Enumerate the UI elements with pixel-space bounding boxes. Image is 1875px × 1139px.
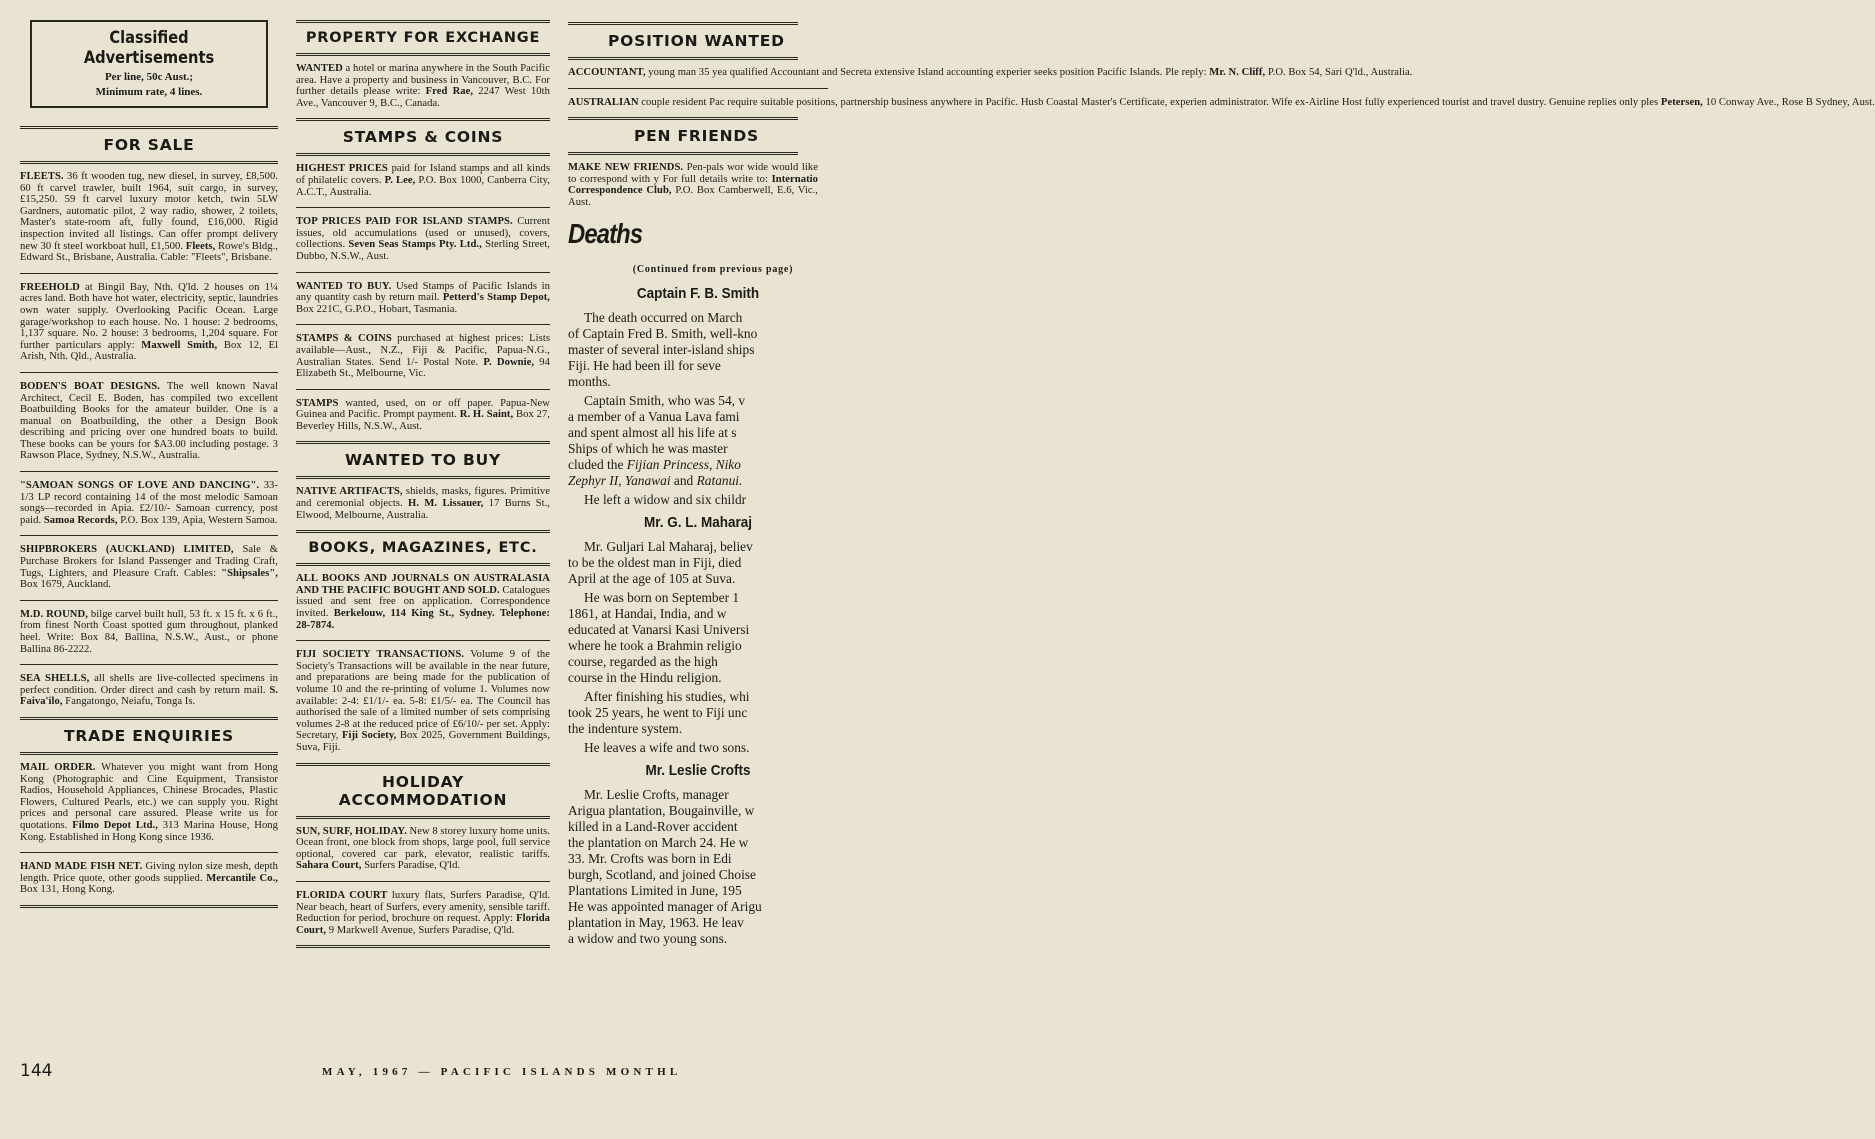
stamps-list (296, 163, 550, 432)
ad-lead: NATIVE ARTIFACTS, (296, 486, 403, 498)
ad-lead: TOP PRICES PAID FOR ISLAND STAMPS. (296, 216, 513, 228)
ad-text: paid for Island stamps and all kinds of philatelic covers. (296, 163, 550, 186)
continued-note: (Continued from previous page) (632, 263, 794, 275)
ad-address: 10 Conway Ave., Rose B Sydney, Aust. (1702, 96, 1875, 108)
ad-address: 9 Markwell Avenue, Surfers Paradise, Q'ld. (326, 924, 515, 936)
obituary-line: Ships of which he was master (568, 440, 728, 456)
divider (568, 152, 798, 155)
obituary-line: took 25 years, he went to Fiji unc (568, 704, 748, 720)
ad-address: Box 131, Hong Kong. (20, 884, 115, 896)
ad-lead: HIGHEST PRICES (296, 163, 388, 175)
ad-contact: Filmo Depot Ltd., (72, 819, 158, 831)
obituary-line: burgh, Scotland, and joined Choise (568, 866, 756, 882)
classified-title: Classified Advertisements (83, 28, 215, 68)
classified-ad (568, 96, 1875, 109)
section-heading-for-sale: FOR SALE (103, 136, 195, 154)
divider (296, 476, 550, 479)
ad-lead: STAMPS & COINS (296, 333, 392, 345)
ad-lead: WANTED TO BUY. (296, 280, 392, 292)
divider (296, 816, 550, 819)
column-left (20, 0, 278, 915)
ad-divider (296, 881, 550, 882)
ad-text: Used Stamps of Pacific Islands in any quantity cash by return mail. (296, 280, 550, 304)
ad-contact: Florida Court, (296, 913, 550, 936)
divider (568, 57, 798, 60)
ad-address: Box 2025, Government Buildings, Suva, Fiji. (296, 730, 551, 753)
ad-address: Fangatongo, Neiafu, Tonga Is. (62, 696, 196, 708)
ad-text: a hotel or marina anywhere in the South Pacific area. Have a property and business in Vancouver, B.C. For further details please write: (296, 63, 550, 98)
classified-ad (20, 762, 278, 843)
ad-contact: Mercantile Co., (206, 872, 278, 884)
ad-text: couple resident Pac require suitable positions, partnership business anywhere in Pacific. Husb Coastal Master's Certificate, experien administrator. Wife ex-Airline Host fully experienced tourist and travel dustry. Genuine replies only ples (638, 96, 1661, 108)
ad-divider (296, 272, 550, 273)
classified-header-box (30, 20, 268, 108)
books-list (296, 573, 550, 753)
ad-address: 313 Marina House, Hong Kong. Established in Hong Kong since 1936. (20, 819, 278, 843)
obituary-line: course in the Hindu religion. (568, 669, 722, 685)
ad-address: 2247 West 10th Ave., Vancouver 9, B.C., Canada. (296, 86, 550, 109)
obituary-line: 33. Mr. Crofts was born in Edi (568, 850, 732, 866)
ad-contact: H. M. Lissauer, (408, 498, 484, 510)
obituary-line: the plantation on March 24. He w (568, 834, 749, 850)
ad-text: shields, masks, figures. Primitive and ceremonial objects. (296, 486, 550, 510)
divider (20, 126, 278, 129)
pen-friends-list (568, 162, 828, 208)
classified-ad (296, 63, 550, 109)
ad-divider (20, 273, 278, 274)
classified-ad (568, 162, 818, 208)
ad-lead: FIJI SOCIETY TRANSACTIONS. (296, 649, 465, 661)
obituary-line: He was appointed manager of Arigu (568, 898, 762, 914)
ad-contact: "Shipsales", (221, 567, 278, 579)
ad-lead: ACCOUNTANT, (568, 67, 646, 78)
obituary-line: Plantations Limited in June, 195 (568, 882, 742, 898)
ad-text: luxury flats, Surfers Paradise, Q'ld. Near beach, heart of Surfers, every amenity, sensible tariff. Reduction for period, brochure on request. Apply: (296, 889, 550, 925)
section-heading-accommodation: ACCOMMODATION (338, 790, 508, 809)
ad-divider (296, 324, 550, 325)
section-heading-holiday: HOLIDAY (382, 772, 464, 791)
obituary-name: Captain F. B. Smith (636, 284, 760, 302)
divider (20, 717, 278, 720)
obituary-line: After finishing his studies, whi (584, 688, 750, 704)
ad-contact: Maxwell Smith, (141, 339, 218, 351)
section-heading-stamps: STAMPS & COINS (342, 128, 504, 147)
ad-lead: ALL BOOKS AND JOURNALS ON AUSTRALASIA AND THE PACIFIC BOUGHT AND SOLD. (296, 573, 550, 596)
ad-text: Volume 9 of the Society's Transactions will be available in the near future, and preparations are being made for the publication of volume 10 and the re-printing of volume 1. Volumes now available: 2-4: £1/1/- ea. 5-8: £1/5/- ea. The Council has authorised the sale of a limited number of sets comprising volumes 2-8 at the reduced price of £6/10/- per set. Apply: Secretary, (296, 649, 551, 742)
divider (296, 945, 550, 948)
obituary-line: cluded the Fijian Princess, Niko (568, 456, 741, 472)
obituary-line: the indenture system. (568, 720, 683, 736)
ad-address: 17 Burns St., Elwood, Melbourne, Australia. (296, 498, 550, 521)
ad-text: Sale & Purchase Brokers for Island Passenger and Trading Craft, Tugs, Lighters, and Pleasure Craft. Cables: (20, 544, 278, 579)
ad-contact: Internatio Correspondence Club, (568, 173, 818, 197)
divider (296, 153, 550, 156)
rate-line-1: Per line, 50c Aust.; (104, 71, 194, 83)
ad-lead: MAKE NEW FRIENDS. (568, 162, 684, 174)
ad-contact: S. Faiva'ilo, (20, 684, 278, 708)
classified-ad (296, 163, 550, 198)
classified-ad (296, 333, 550, 379)
obituary-line: April at the age of 105 at Suva. (568, 570, 736, 586)
obituary-line: Zephyr II, Yanawai and Ratanui. (568, 472, 743, 488)
divider (568, 22, 798, 25)
obituary-line: Fiji. He had been ill for seve (568, 357, 721, 373)
column-right (568, 0, 1875, 950)
ad-contact: Fred Rae, (425, 86, 474, 98)
ad-divider (20, 471, 278, 472)
obituaries (568, 285, 828, 947)
obituary-line: educated at Vanarsi Kasi Universi (568, 621, 750, 637)
ad-text: bilge carvel built hull, 53 ft. x 15 ft. x 6 ft., from finest North Coast spotted gum throughout, planked heel. Write: Box 84, Ballina, N.S.W., Aust., or phone Ballina 86-2222. (20, 608, 278, 655)
ad-lead: SUN, SURF, HOLIDAY. (296, 825, 407, 837)
obituary-line: of Captain Fred B. Smith, well-kno (568, 325, 758, 341)
section-heading-property: PROPERTY FOR EXCHANGE (305, 30, 541, 46)
divider (296, 20, 550, 23)
journal-footer: MAY, 1967 — PACIFIC ISLANDS MONTHL (322, 1066, 682, 1078)
classified-ad (296, 281, 550, 316)
ad-contact: Petterd's Stamp Depot, (442, 292, 550, 304)
ad-contact: Mr. N. Cliff, (1209, 67, 1266, 78)
ad-contact: P. Downie, (483, 356, 535, 368)
section-heading-pen-friends: PEN FRIENDS (634, 127, 759, 146)
ad-text: purchased at highest prices: Lists available—Aust., N.Z., Fiji & Pacific, Papua-N.G., Australian States. Send 1/- Postal Note. (296, 333, 550, 368)
obituary-line: killed in a Land-Rover accident (568, 818, 738, 834)
trade-enquiries-list (20, 762, 278, 896)
ad-text: The well known Naval Architect, Cecil E. Boden, has compiled two excellent Boatbuilding Books for the amateur builder. One is a manual on Boatbuilding, the other a Design Book describing and pricing over one hundred boats to build. These books can be yours for $A3.00 including postage. 3 Rawson Place, Sydney, N.S.W., Australia. (20, 380, 279, 462)
holiday-list (296, 826, 550, 937)
ad-contact: Fleets, (185, 240, 216, 252)
ad-text: Giving nylon size mesh, depth length. Price quote, other goods supplied. (20, 861, 278, 884)
ad-lead: STAMPS (296, 397, 339, 409)
ad-address: Surfers Paradise, Q'ld. (361, 860, 461, 872)
divider (296, 53, 550, 56)
ad-address: Box 1679, Auckland. (20, 579, 111, 591)
ad-lead: SEA SHELLS, (20, 673, 90, 685)
ad-contact: Sahara Court, (296, 860, 362, 872)
ad-text: 36 ft wooden tug, new diesel, in survey, £8,500. 60 ft carvel trawler, built 1964, suit cargo, in survey, £15,250. 59 ft carvel luxury motor ketch, twin 5LW Gardners, automatic pilot, 2 way radio, shower, 2 toilets, Master's state-room aft, fully found, £16,000. Rigid inspection invited all listings. Can offer prompt delivery new 30 ft steel workboat hull, £1,500. (20, 171, 278, 252)
divider (20, 752, 278, 755)
ad-divider (20, 664, 278, 665)
ad-contact: R. H. Saint, (459, 409, 514, 421)
page-footer (20, 1062, 801, 1086)
for-sale-list (20, 171, 278, 708)
ad-address: Sterling Street, Dubbo, N.S.W., Aust. (296, 239, 550, 262)
section-heading-wanted: WANTED TO BUY (345, 451, 501, 470)
ad-address: P.O. Box 54, Sari Q'ld., Australia. (1265, 67, 1413, 78)
classified-ad (20, 480, 278, 526)
classified-ad (20, 171, 278, 264)
obituary-line: and spent almost all his life at s (568, 424, 737, 440)
ad-address: P.O. Box Camberwell, E.6, Vic., Aust. (568, 185, 818, 208)
ad-address: P.O. Box 139, Apia, Western Samoa. (117, 514, 278, 526)
deaths-heading: Deaths (568, 217, 643, 249)
ad-lead: M.D. ROUND, (20, 608, 88, 620)
column-middle (296, 0, 550, 955)
obituary-name: Mr. G. L. Maharaj (643, 513, 753, 531)
ad-divider (296, 389, 550, 390)
obituary-line: where he took a Brahmin religio (568, 637, 742, 653)
ad-divider (20, 852, 278, 853)
divider (568, 117, 798, 120)
ad-address: 94 Elizabeth St., Melbourne, Vic. (296, 356, 551, 380)
ad-contact: Petersen, (1660, 96, 1703, 108)
ad-divider (296, 640, 550, 641)
ad-text: Current issues, old accumulations (used or unused), covers, collections. (296, 216, 550, 251)
ad-address: P.O. Box 1000, Canberra City, A.C.T., Australia. (296, 174, 550, 198)
obituary-line: course, regarded as the high (568, 653, 718, 669)
classified-ad (296, 890, 550, 936)
obituary-line: Mr. Leslie Crofts, manager (584, 786, 729, 802)
ad-contact: Fiji Society, (341, 730, 397, 742)
ad-address: Box 27, Beverley Hills, N.S.W., Aust. (296, 409, 550, 432)
divider (20, 905, 278, 908)
classified-ad (20, 282, 278, 363)
obituary-line: a widow and two young sons. (568, 930, 728, 946)
ad-text: wanted, used, on or off paper. Papua-New Guinea and Pacific. Prompt payment. (296, 397, 550, 421)
obituary-name: Mr. Leslie Crofts (645, 761, 751, 779)
obituary-line: He leaves a wife and two sons. (584, 739, 750, 755)
ad-text: Whatever you might want from Hong Kong (Photographic and Cine Equipment, Transistor Radios, Household Appliances, Chinese Brocades, Plastic Flowers, Cultured Pearls, etc.) we can supply you. Right prices and personal care assured. Please write us for quotations. (20, 761, 279, 831)
classified-ad (296, 216, 550, 262)
ad-address: Box 12, El Arish, Nth. Qld., Australia. (20, 339, 278, 363)
ad-contact: Seven Seas Stamps Pty. Ltd., (348, 239, 482, 251)
classified-ad (296, 486, 550, 521)
ad-lead: WANTED (296, 63, 343, 74)
ad-contact: Samoa Records, (43, 514, 118, 526)
property-list (296, 63, 550, 109)
ad-lead: "SAMOAN SONGS OF LOVE AND DANCING". (20, 480, 260, 492)
ad-lead: HAND MADE FISH NET. (20, 861, 143, 873)
ad-text: at Bingil Bay, Nth. Q'ld. 2 houses on 1¼ acres land. Both have hot water, electricity, septic, laundries own water supply. Overlooking Pacific Ocean. Large garage/workshop to each house. No. 1 house: 2 bedrooms, 1,137 square. No. 2 house: 3 bedrooms, 1,204 square. For further particulars apply: (20, 281, 278, 351)
obituary-line: a member of a Vanua Lava fami (568, 408, 740, 424)
classified-ad (296, 649, 550, 753)
ad-address: Box 221C, G.P.O., Hobart, Tasmania. (296, 303, 458, 315)
ad-divider (20, 372, 278, 373)
ad-contact: P. Lee, (384, 174, 416, 186)
ad-address: Rowe's Bldg., Edward St., Brisbane, Australia. Cable: "Fleets", Brisbane. (20, 240, 278, 264)
classified-ad (20, 544, 278, 590)
wanted-list (296, 486, 550, 521)
ad-lead: MAIL ORDER. (20, 761, 96, 773)
obituary-line: plantation in May, 1963. He leav (568, 914, 744, 930)
obituary-line: Arigua plantation, Bougainville, w (568, 802, 755, 818)
obituary-line: master of several inter-island ships (568, 341, 755, 357)
classified-ad (296, 398, 550, 433)
classified-ad (568, 67, 1413, 79)
ad-lead: FREEHOLD (20, 281, 80, 293)
classified-ad (20, 673, 278, 708)
ad-text: Catalogues issued and sent free on application. Correspondence invited. (296, 584, 550, 620)
ad-text: New 8 storey luxury home units. Ocean front, one block from shops, large pool, full service optional, covered car park, elevator, realistic tariffs. (296, 825, 550, 860)
page-number: 144 (20, 1061, 53, 1081)
ad-lead: FLEETS. (20, 171, 64, 182)
obituary-line: 1861, at Handai, India, and w (568, 605, 727, 621)
obituary-line: He left a widow and six childr (584, 491, 747, 507)
obituary-line: to be the oldest man in Fiji, died (568, 554, 742, 570)
ad-text: Pen-pals wor wide would like to correspond with y For full details write to: (568, 162, 818, 185)
section-heading-books: BOOKS, MAGAZINES, ETC. (308, 540, 538, 557)
classified-ad (296, 826, 550, 872)
classified-ad (20, 861, 278, 896)
classified-ad (296, 573, 550, 631)
ad-text: young man 35 yea qualified Accountant and Secreta extensive Island accounting experier seeks position Pacific Islands. Ple reply: (645, 67, 1210, 78)
ad-divider (20, 535, 278, 536)
divider (296, 530, 550, 533)
ad-divider (568, 88, 828, 89)
section-heading-position: POSITION WANTED (608, 32, 785, 50)
divider (296, 118, 550, 121)
ad-lead: BODEN'S BOAT DESIGNS. (20, 380, 160, 392)
ad-text: all shells are live-collected specimens in perfect condition. Order direct and cash by return mail. (20, 673, 278, 696)
obituary-line: He was born on September 1 (584, 589, 740, 605)
divider (20, 161, 278, 164)
ad-contact: Berkelouw, 114 King St., Sydney. Telephone: 28-7874. (296, 608, 550, 631)
obituary-line: The death occurred on March (584, 309, 743, 325)
divider (296, 763, 550, 766)
position-list (568, 67, 1875, 108)
divider (296, 563, 550, 566)
ad-lead: FLORIDA COURT (296, 889, 388, 901)
obituary-line: months. (568, 373, 611, 389)
classified-ad (20, 609, 278, 655)
obituary-line: Captain Smith, who was 54, v (584, 392, 746, 408)
ad-lead: AUSTRALIAN (568, 96, 639, 108)
rate-line-2: Minimum rate, 4 lines. (95, 86, 203, 98)
divider (296, 441, 550, 444)
ad-text: 33-1/3 LP record containing 14 of the most melodic Samoan songs—recorded in Apia. £2/10/- Samoan currency, post paid. (20, 480, 278, 526)
obituary-line: Mr. Guljari Lal Maharaj, believ (584, 538, 753, 554)
section-heading-trade-enquiries: TRADE ENQUIRIES (64, 726, 234, 745)
ad-divider (20, 600, 278, 601)
ad-lead: SHIPBROKERS (AUCKLAND) LIMITED, (20, 544, 234, 556)
ad-divider (296, 207, 550, 208)
classified-ad (20, 381, 278, 462)
